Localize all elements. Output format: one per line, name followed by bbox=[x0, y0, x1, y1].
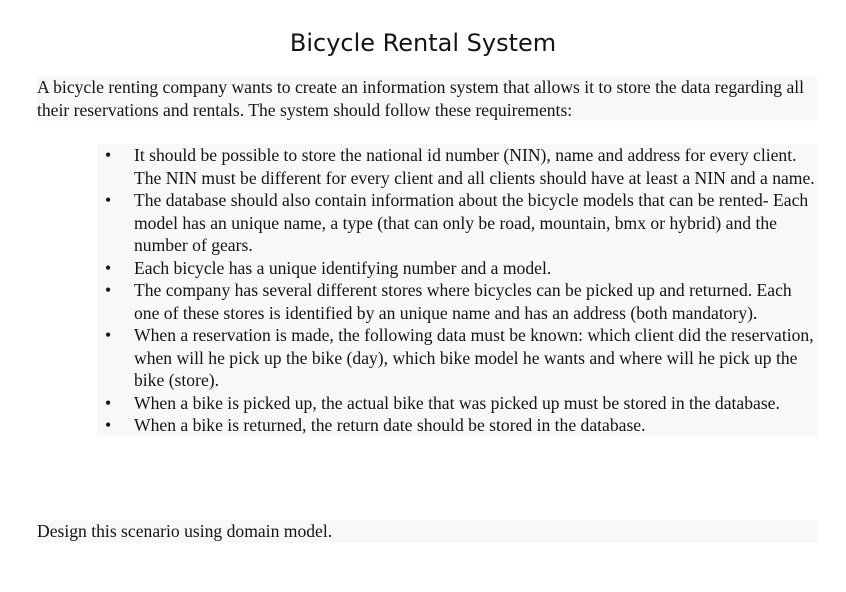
list-item: • When a bike is returned, the return date should be stored in the database. bbox=[97, 414, 818, 437]
list-item: • When a bike is picked up, the actual bike that was picked up must be stored in the database. bbox=[97, 392, 818, 415]
list-item: • The database should also contain information about the bicycle models that can be rented- Each model has an unique name, a type (that can only be road, mountain, bmx or hybrid) and the number of gears. bbox=[97, 189, 818, 257]
closing-paragraph: Design this scenario using domain model. bbox=[37, 520, 817, 543]
list-item: • Each bicycle has a unique identifying number and a model. bbox=[97, 257, 818, 280]
list-item: • The company has several different stores where bicycles can be picked up and returned. Each one of these stores is identified by an unique name and has an address (both mandatory). bbox=[97, 279, 818, 324]
page-title: Bicycle Rental System bbox=[289, 29, 557, 57]
intro-paragraph: A bicycle renting company wants to create an information system that allows it to store the data regarding all their reservations and rentals. The system should follow these requirements: bbox=[37, 76, 817, 121]
list-item: • When a reservation is made, the following data must be known: which client did the reservation, when will he pick up the bike (day), which bike model he wants and where will he pick up the bike (store). bbox=[97, 324, 818, 392]
list-item: • It should be possible to store the national id number (NIN), name and address for every client. The NIN must be different for every client and all clients should have at least a NIN and a name. bbox=[97, 144, 818, 189]
requirements-list bbox=[97, 144, 818, 437]
